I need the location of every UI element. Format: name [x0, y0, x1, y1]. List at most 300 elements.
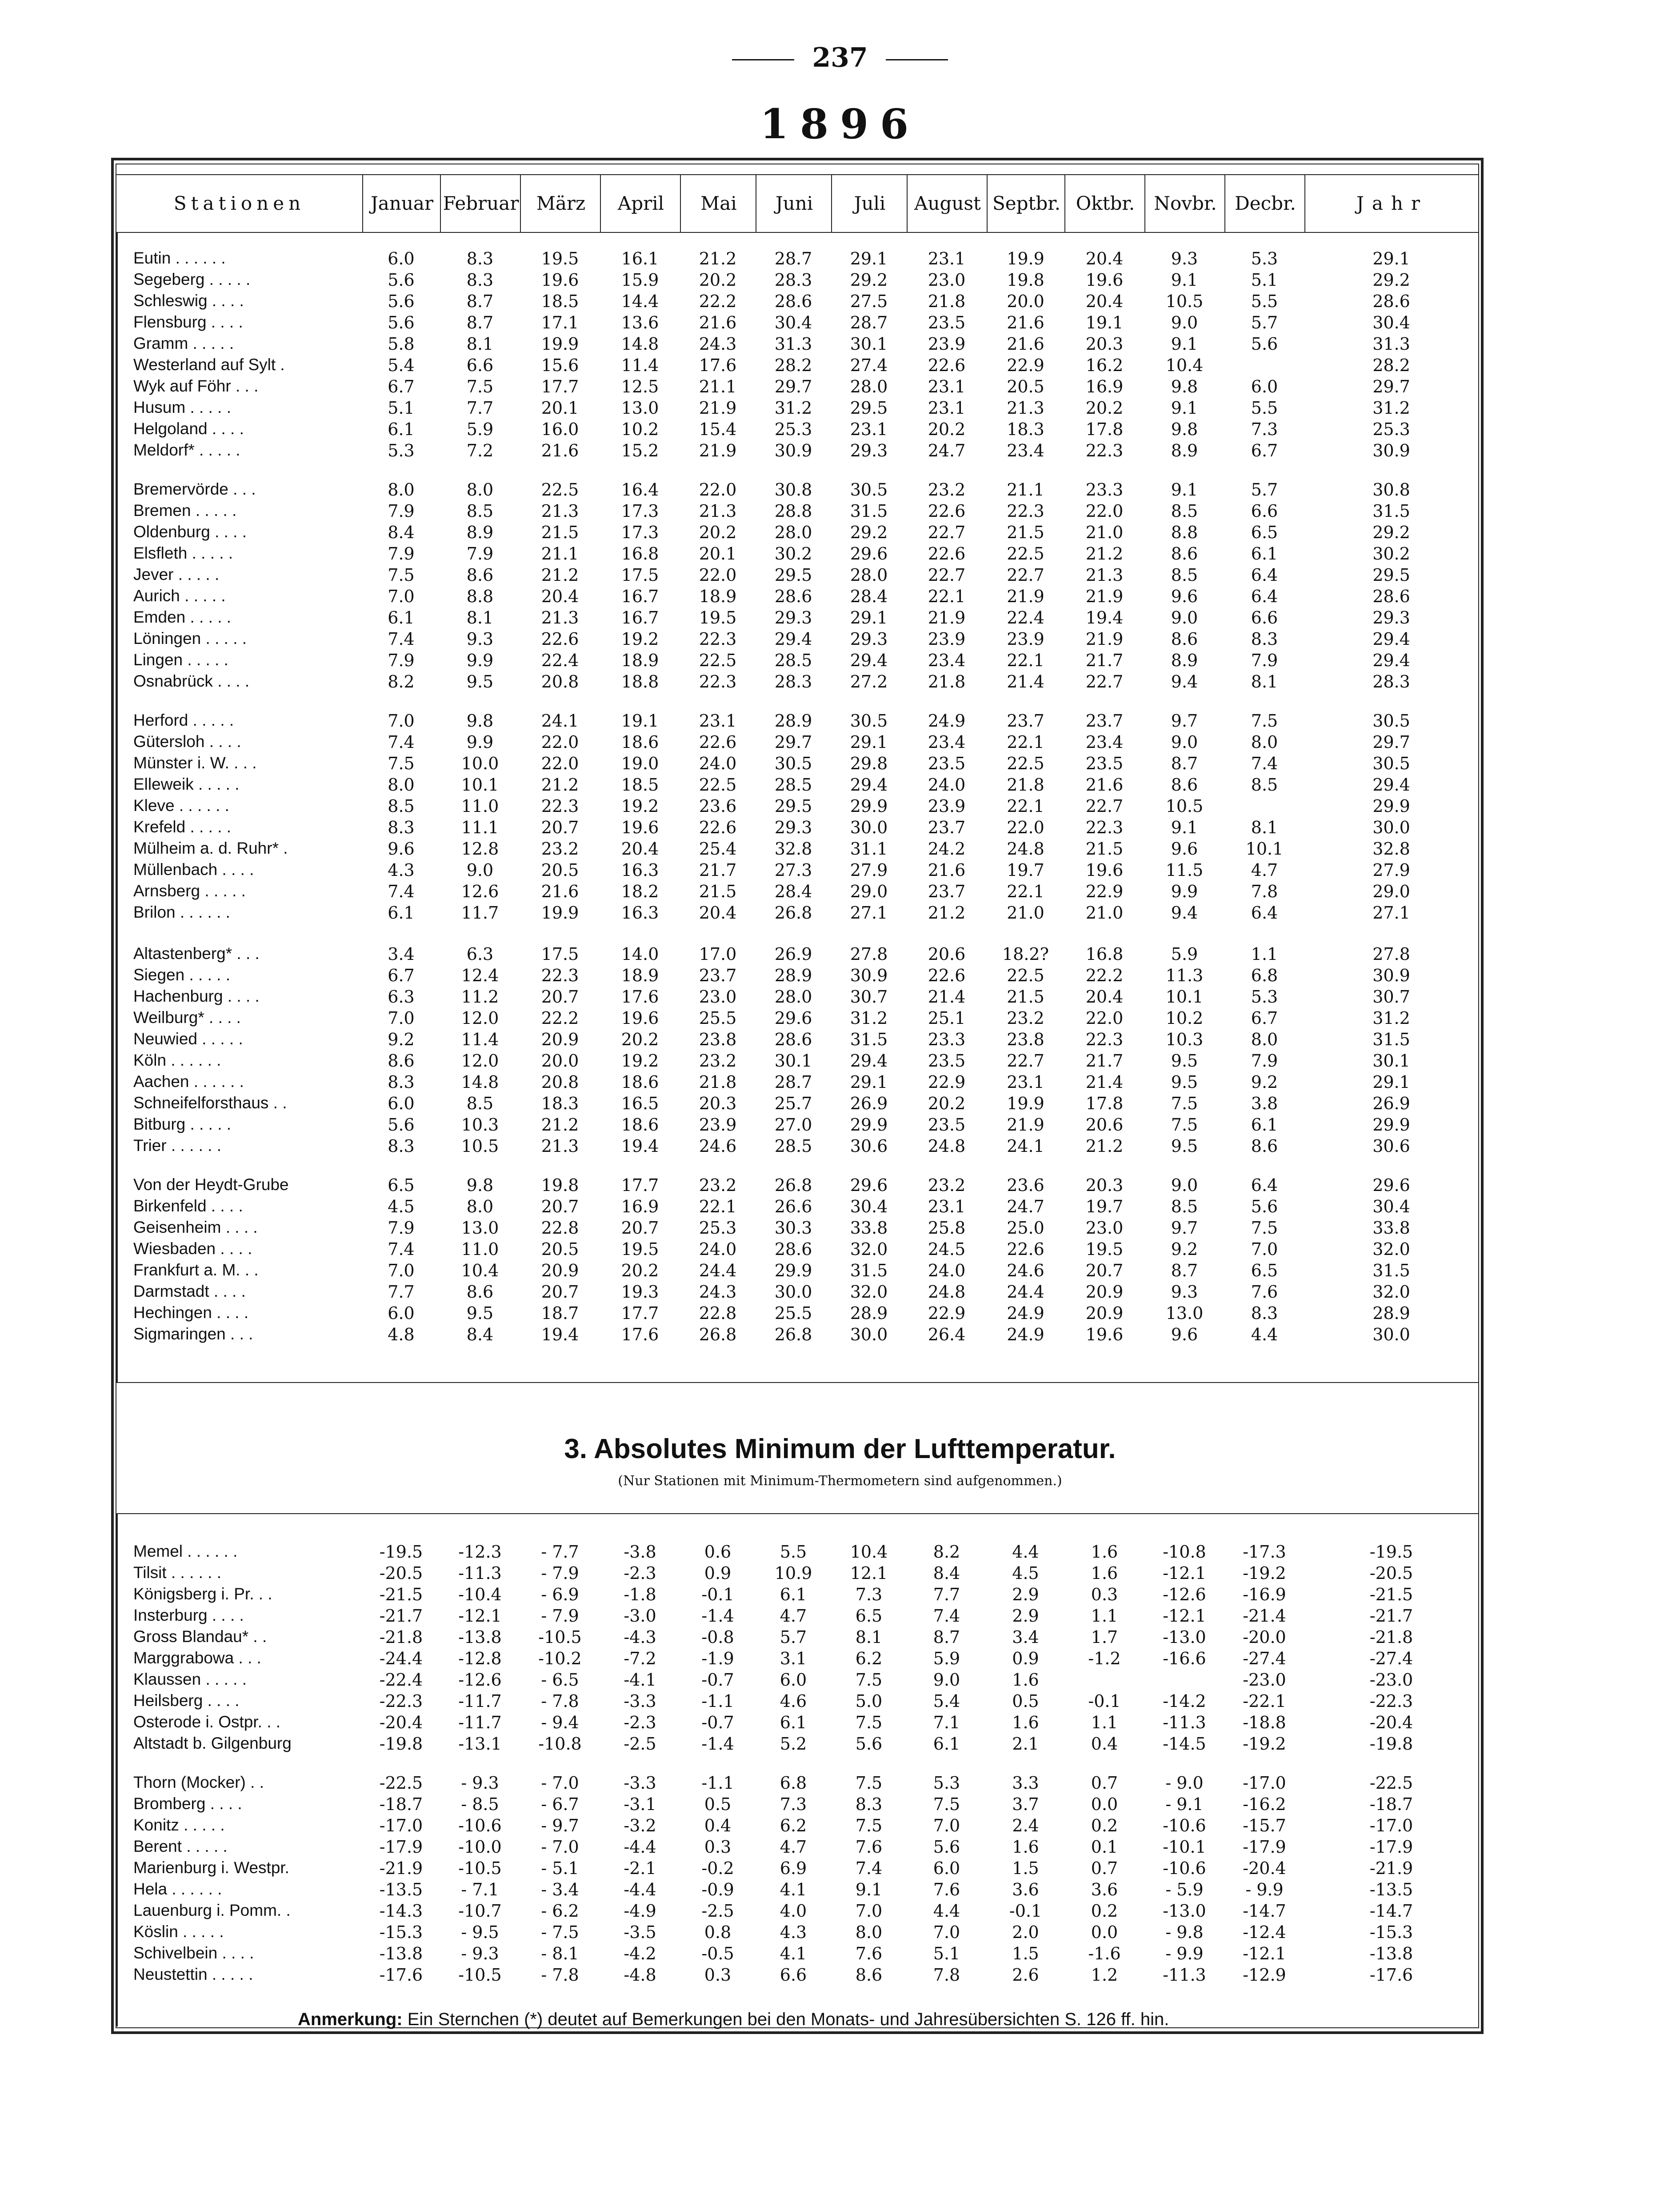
- month-value: 21.1: [1007, 480, 1044, 500]
- month-value: 27.4: [850, 356, 888, 375]
- month-value: 20.7: [541, 818, 579, 837]
- month-value: 16.8: [1085, 944, 1124, 964]
- month-value: 17.7: [621, 1175, 659, 1195]
- month-value: 22.0: [699, 565, 737, 585]
- month-value: 30.6: [850, 1136, 888, 1156]
- month-value: 29.2: [850, 270, 888, 290]
- month-value: -16.6: [1163, 1649, 1206, 1668]
- month-value: 20.9: [1085, 1303, 1124, 1323]
- station-name: Trier . . . . . .: [133, 1136, 222, 1155]
- month-value: 22.0: [1085, 1008, 1124, 1028]
- month-value: 24.4: [699, 1261, 737, 1280]
- year-value: 29.5: [1372, 565, 1410, 585]
- month-value: 10.4: [850, 1542, 888, 1562]
- month-value: 22.7: [1007, 565, 1044, 585]
- month-value: 6.5: [1251, 1261, 1278, 1280]
- month-value: - 7.7: [541, 1542, 579, 1562]
- month-value: - 7.1: [461, 1880, 499, 1899]
- month-value: 22.6: [928, 544, 966, 563]
- month-value: 21.1: [541, 544, 579, 563]
- month-value: 6.3: [388, 987, 415, 1007]
- month-value: 23.1: [928, 1197, 966, 1216]
- month-value: 8.7: [933, 1627, 960, 1647]
- month-value: 20.8: [541, 1072, 579, 1092]
- month-value: 12.8: [461, 839, 499, 859]
- month-value: 9.1: [1171, 398, 1198, 418]
- month-value: 30.9: [774, 441, 812, 460]
- month-value: -21.5: [379, 1585, 423, 1604]
- month-value: 20.2: [699, 270, 737, 290]
- month-value: 5.0: [855, 1691, 883, 1711]
- month-value: 28.0: [850, 377, 888, 396]
- station-name: Birkenfeld . . . .: [133, 1197, 243, 1215]
- month-value: 7.0: [1251, 1239, 1278, 1259]
- month-value: -17.3: [1243, 1542, 1286, 1562]
- year-value: -27.4: [1369, 1649, 1413, 1668]
- station-name: Krefeld . . . . .: [133, 818, 232, 836]
- month-value: 22.6: [1007, 1239, 1044, 1259]
- month-value: 1.6: [1091, 1563, 1118, 1583]
- year-value: -15.3: [1369, 1922, 1413, 1942]
- month-value: 6.1: [388, 420, 415, 439]
- month-value: 8.8: [466, 587, 494, 606]
- month-value: 0.5: [1012, 1691, 1039, 1711]
- station-name: Oldenburg . . . .: [133, 523, 247, 541]
- month-value: 0.7: [1091, 1773, 1118, 1793]
- month-value: 30.0: [850, 818, 888, 837]
- station-name: Segeberg . . . . .: [133, 270, 251, 288]
- month-value: 26.8: [774, 1175, 812, 1195]
- month-value: 26.8: [774, 1325, 812, 1344]
- header-month: Decbr.: [1224, 174, 1305, 232]
- month-value: -10.2: [538, 1649, 582, 1668]
- month-value: -10.0: [458, 1837, 502, 1857]
- station-name: Sigmaringen . . .: [133, 1325, 253, 1343]
- month-value: 19.6: [541, 270, 579, 290]
- month-value: 21.5: [699, 882, 737, 901]
- month-value: 5.1: [388, 398, 415, 418]
- year-value: 32.0: [1372, 1282, 1410, 1302]
- month-value: 5.5: [1251, 292, 1278, 311]
- month-value: 19.1: [621, 711, 659, 731]
- station-name: Elsfleth . . . . .: [133, 544, 233, 562]
- month-value: 23.2: [541, 839, 579, 859]
- station-name: Aurich . . . . .: [133, 587, 226, 605]
- station-name: Meldorf* . . . . .: [133, 441, 240, 459]
- month-value: 24.9: [1007, 1325, 1044, 1344]
- month-value: 7.4: [933, 1606, 960, 1626]
- month-value: 22.4: [1007, 608, 1044, 627]
- month-value: 22.0: [1007, 818, 1044, 837]
- month-value: 22.3: [1007, 501, 1044, 521]
- month-value: -2.1: [624, 1858, 656, 1878]
- month-value: 14.8: [461, 1072, 499, 1092]
- month-value: 15.9: [621, 270, 659, 290]
- column-divider: [600, 174, 601, 232]
- month-value: 8.9: [466, 523, 494, 542]
- header-month: Januar: [362, 174, 441, 232]
- month-value: 21.9: [699, 398, 737, 418]
- month-value: - 9.3: [461, 1773, 499, 1793]
- year-value: -21.5: [1369, 1585, 1413, 1604]
- month-value: 7.5: [1171, 1115, 1198, 1135]
- month-value: 2.9: [1012, 1585, 1039, 1604]
- month-value: -20.5: [379, 1563, 423, 1583]
- month-value: 21.4: [1085, 1072, 1124, 1092]
- month-value: 21.9: [1007, 1115, 1044, 1135]
- month-value: 5.3: [1251, 249, 1278, 268]
- month-value: -4.4: [624, 1837, 656, 1857]
- month-value: -21.4: [1243, 1606, 1286, 1626]
- month-value: -2.3: [624, 1563, 656, 1583]
- month-value: -22.4: [379, 1670, 423, 1690]
- month-value: -2.5: [624, 1734, 656, 1754]
- header-month: Novbr.: [1144, 174, 1225, 232]
- month-value: 10.3: [1165, 1030, 1204, 1049]
- month-value: 16.1: [621, 249, 659, 268]
- month-value: 23.5: [928, 754, 966, 773]
- header-month: Juni: [756, 174, 832, 232]
- month-value: -18.8: [1243, 1713, 1286, 1732]
- month-value: 19.6: [1085, 860, 1124, 880]
- month-value: 20.9: [541, 1030, 579, 1049]
- month-value: 9.4: [1171, 672, 1198, 691]
- month-value: 6.1: [1251, 544, 1278, 563]
- year-value: 31.2: [1372, 398, 1410, 418]
- month-value: 10.5: [461, 1136, 499, 1156]
- year-value: 29.1: [1372, 1072, 1410, 1092]
- month-value: 27.2: [850, 672, 888, 691]
- month-value: 21.4: [928, 987, 966, 1007]
- month-value: 3.4: [388, 944, 415, 964]
- month-value: 19.6: [621, 1008, 659, 1028]
- month-value: -22.5: [379, 1773, 423, 1793]
- month-value: 5.3: [1251, 987, 1278, 1007]
- month-value: 23.1: [928, 398, 966, 418]
- year-value: 27.1: [1372, 903, 1410, 923]
- month-value: 8.5: [388, 796, 415, 816]
- month-value: 7.6: [1251, 1282, 1278, 1302]
- month-value: 26.8: [699, 1325, 737, 1344]
- month-value: 9.6: [1171, 839, 1198, 859]
- section-3-subtitle: (Nur Stationen mit Minimum-Thermometern sind aufgenommen.): [618, 1473, 1062, 1489]
- station-name: Arnsberg . . . . .: [133, 882, 246, 900]
- month-value: 6.4: [1251, 1175, 1278, 1195]
- station-name: Altastenberg* . . .: [133, 944, 260, 963]
- month-value: 0.4: [704, 1816, 732, 1835]
- month-value: - 9.3: [461, 1944, 499, 1963]
- month-value: 25.7: [774, 1094, 812, 1113]
- month-value: -10.5: [458, 1858, 502, 1878]
- month-value: -0.8: [701, 1627, 734, 1647]
- month-value: 9.1: [1171, 818, 1198, 837]
- month-value: 21.2: [541, 1115, 579, 1135]
- month-value: 9.8: [466, 1175, 494, 1195]
- month-value: 7.5: [1171, 1094, 1198, 1113]
- month-value: 31.5: [850, 1030, 888, 1049]
- month-value: -10.6: [1163, 1816, 1206, 1835]
- month-value: 23.0: [699, 987, 737, 1007]
- month-value: -15.7: [1243, 1816, 1286, 1835]
- month-value: 22.3: [541, 796, 579, 816]
- column-divider: [520, 174, 521, 232]
- month-value: -20.4: [379, 1713, 423, 1732]
- month-value: 8.3: [855, 1794, 883, 1814]
- month-value: 29.3: [774, 818, 812, 837]
- month-value: -10.5: [458, 1965, 502, 1985]
- month-value: 7.9: [466, 544, 494, 563]
- month-value: 29.5: [774, 565, 812, 585]
- month-value: -1.6: [1088, 1944, 1121, 1963]
- month-value: 7.9: [1251, 1051, 1278, 1071]
- month-value: 9.2: [1171, 1239, 1198, 1259]
- column-divider: [907, 174, 908, 232]
- month-value: 21.9: [1085, 587, 1124, 606]
- month-value: 7.9: [1251, 651, 1278, 670]
- month-value: 0.0: [1091, 1922, 1118, 1942]
- month-value: - 7.5: [541, 1922, 579, 1942]
- month-value: 23.9: [928, 629, 966, 649]
- year-value: 29.2: [1372, 523, 1410, 542]
- month-value: 20.4: [541, 587, 579, 606]
- month-value: 23.1: [928, 249, 966, 268]
- footnote-text: Ein Sternchen (*) deutet auf Bemerkungen bei den Monats- und Jahresübersichten S. 126 ff. hin.: [407, 2010, 1169, 2029]
- month-value: 8.3: [388, 818, 415, 837]
- month-value: 6.0: [388, 249, 415, 268]
- month-value: 21.4: [1007, 672, 1044, 691]
- month-value: -2.5: [701, 1901, 734, 1921]
- month-value: - 6.2: [541, 1901, 579, 1921]
- year-value: 30.4: [1372, 1197, 1410, 1216]
- station-name: Neustettin . . . . .: [133, 1965, 253, 1983]
- month-value: 10.4: [461, 1261, 499, 1280]
- month-value: 0.1: [1091, 1837, 1118, 1857]
- year-value: 29.3: [1372, 608, 1410, 627]
- month-value: 9.0: [1171, 1175, 1198, 1195]
- month-value: 32.0: [850, 1239, 888, 1259]
- month-value: 21.0: [1007, 903, 1044, 923]
- month-value: 28.5: [774, 775, 812, 795]
- month-value: -3.5: [624, 1922, 656, 1942]
- month-value: 20.6: [928, 944, 966, 964]
- month-value: 22.7: [1007, 1051, 1044, 1071]
- month-value: 21.3: [1007, 398, 1044, 418]
- month-value: 4.7: [780, 1606, 807, 1626]
- month-value: 8.9: [1171, 441, 1198, 460]
- month-value: 30.5: [850, 711, 888, 731]
- month-value: 25.8: [928, 1218, 966, 1238]
- year-value: -20.4: [1369, 1713, 1413, 1732]
- month-value: 22.6: [541, 629, 579, 649]
- month-value: -17.9: [1243, 1837, 1286, 1857]
- month-value: -10.6: [1163, 1858, 1206, 1878]
- month-value: 19.2: [621, 629, 659, 649]
- month-value: 7.6: [855, 1837, 883, 1857]
- month-value: 20.7: [541, 1197, 579, 1216]
- month-value: 17.0: [699, 944, 737, 964]
- month-value: 16.3: [621, 860, 659, 880]
- month-value: 4.4: [1251, 1325, 1278, 1344]
- month-value: -3.1: [624, 1794, 656, 1814]
- month-value: 8.3: [1251, 629, 1278, 649]
- month-value: -12.1: [1163, 1563, 1206, 1583]
- month-value: -0.9: [701, 1880, 734, 1899]
- month-value: 21.6: [1007, 313, 1044, 332]
- month-value: 12.5: [621, 377, 659, 396]
- month-value: 29.0: [850, 882, 888, 901]
- year-value: -23.0: [1369, 1670, 1413, 1690]
- month-value: -10.8: [1163, 1542, 1206, 1562]
- month-value: 9.8: [466, 711, 494, 731]
- station-name: Siegen . . . . .: [133, 966, 231, 984]
- month-value: 9.2: [1251, 1072, 1278, 1092]
- month-value: 19.5: [621, 1239, 659, 1259]
- month-value: 5.5: [1251, 398, 1278, 418]
- month-value: -3.3: [624, 1691, 656, 1711]
- month-value: 23.1: [850, 420, 888, 439]
- month-value: 1.1: [1091, 1713, 1118, 1732]
- month-value: 7.5: [933, 1794, 960, 1814]
- station-name: Frankfurt a. M. . .: [133, 1261, 259, 1279]
- station-name: Geisenheim . . . .: [133, 1218, 258, 1236]
- month-value: 9.8: [1171, 377, 1198, 396]
- month-value: -4.4: [624, 1880, 656, 1899]
- month-value: 6.6: [466, 356, 494, 375]
- month-value: 16.3: [621, 903, 659, 923]
- month-value: 8.2: [388, 672, 415, 691]
- month-value: 30.8: [774, 480, 812, 500]
- month-value: 22.5: [699, 775, 737, 795]
- month-value: 24.8: [928, 1282, 966, 1302]
- month-value: 4.4: [933, 1901, 960, 1921]
- year-value: 28.6: [1372, 292, 1410, 311]
- month-value: 22.8: [699, 1303, 737, 1323]
- month-value: 5.3: [388, 441, 415, 460]
- month-value: 2.9: [1012, 1606, 1039, 1626]
- month-value: 8.3: [1251, 1303, 1278, 1323]
- month-value: 29.6: [850, 544, 888, 563]
- month-value: 22.2: [541, 1008, 579, 1028]
- month-value: 22.0: [541, 732, 579, 752]
- year-value: 29.4: [1372, 629, 1410, 649]
- month-value: 21.3: [541, 608, 579, 627]
- month-value: 3.6: [1091, 1880, 1118, 1899]
- month-value: 27.1: [850, 903, 888, 923]
- month-value: 29.6: [850, 1175, 888, 1195]
- month-value: 4.7: [1251, 860, 1278, 880]
- month-value: 21.5: [541, 523, 579, 542]
- year-value: 27.9: [1372, 860, 1410, 880]
- month-value: 16.0: [541, 420, 579, 439]
- header-month: August: [907, 174, 988, 232]
- month-value: 1.6: [1012, 1837, 1039, 1857]
- month-value: 4.5: [388, 1197, 415, 1216]
- month-value: 26.9: [774, 944, 812, 964]
- month-value: 19.0: [621, 754, 659, 773]
- month-value: 0.9: [704, 1563, 732, 1583]
- month-value: 6.0: [388, 1303, 415, 1323]
- month-value: 29.2: [850, 523, 888, 542]
- month-value: 22.0: [699, 480, 737, 500]
- month-value: 19.5: [541, 249, 579, 268]
- month-value: 25.1: [928, 1008, 966, 1028]
- month-value: 18.2?: [1002, 944, 1049, 964]
- month-value: -1.1: [701, 1773, 734, 1793]
- header-jahr: Jahr: [1304, 174, 1479, 232]
- month-value: 6.1: [1251, 1115, 1278, 1135]
- month-value: 21.6: [541, 441, 579, 460]
- month-value: 21.9: [1085, 629, 1124, 649]
- month-value: 19.2: [621, 796, 659, 816]
- station-name: Marggrabowa . . .: [133, 1649, 261, 1667]
- month-value: - 5.9: [1165, 1880, 1204, 1899]
- month-value: 22.1: [1007, 882, 1044, 901]
- month-value: 20.7: [541, 1282, 579, 1302]
- year-value: 30.5: [1372, 711, 1410, 731]
- station-name: Gramm . . . . .: [133, 334, 234, 352]
- month-value: 22.4: [541, 651, 579, 670]
- month-value: 7.9: [388, 651, 415, 670]
- month-value: 29.7: [774, 732, 812, 752]
- header-month: Februar: [440, 174, 521, 232]
- month-value: 5.9: [933, 1649, 960, 1668]
- month-value: 5.6: [855, 1734, 883, 1754]
- month-value: 28.9: [850, 1303, 888, 1323]
- month-value: 7.9: [388, 501, 415, 521]
- month-value: 17.5: [621, 565, 659, 585]
- month-value: 19.7: [1085, 1197, 1124, 1216]
- month-value: 21.5: [1085, 839, 1124, 859]
- month-value: 30.5: [850, 480, 888, 500]
- month-value: 5.6: [1251, 334, 1278, 354]
- month-value: 5.6: [388, 292, 415, 311]
- month-value: 22.3: [699, 672, 737, 691]
- month-value: 25.5: [699, 1008, 737, 1028]
- month-value: 9.5: [1171, 1072, 1198, 1092]
- month-value: 19.6: [1085, 1325, 1124, 1344]
- month-value: - 7.9: [541, 1563, 579, 1583]
- station-name: Husum . . . . .: [133, 398, 231, 416]
- month-value: 28.9: [774, 711, 812, 731]
- month-value: 9.1: [855, 1880, 883, 1899]
- month-value: 24.0: [699, 1239, 737, 1259]
- column-divider: [440, 174, 441, 232]
- month-value: 21.8: [928, 292, 966, 311]
- station-name: Osterode i. Ostpr. . .: [133, 1713, 281, 1731]
- column-divider: [1304, 174, 1305, 232]
- month-value: 21.9: [928, 608, 966, 627]
- month-value: 9.0: [933, 1670, 960, 1690]
- month-value: 8.4: [388, 523, 415, 542]
- year-value: 29.6: [1372, 1175, 1410, 1195]
- month-value: -14.7: [1243, 1901, 1286, 1921]
- month-value: -14.5: [1163, 1734, 1206, 1754]
- month-value: 15.2: [621, 441, 659, 460]
- year-value: 31.5: [1372, 1261, 1410, 1280]
- month-value: 6.4: [1251, 903, 1278, 923]
- month-value: 13.0: [461, 1218, 499, 1238]
- month-value: 22.5: [541, 480, 579, 500]
- month-value: -11.7: [458, 1691, 502, 1711]
- month-value: 23.7: [928, 818, 966, 837]
- month-value: 20.4: [699, 903, 737, 923]
- month-value: 8.3: [388, 1072, 415, 1092]
- month-value: 9.0: [1171, 608, 1198, 627]
- month-value: 8.0: [1251, 732, 1278, 752]
- month-value: 33.8: [850, 1218, 888, 1238]
- month-value: 20.4: [1085, 292, 1124, 311]
- column-divider: [680, 174, 681, 232]
